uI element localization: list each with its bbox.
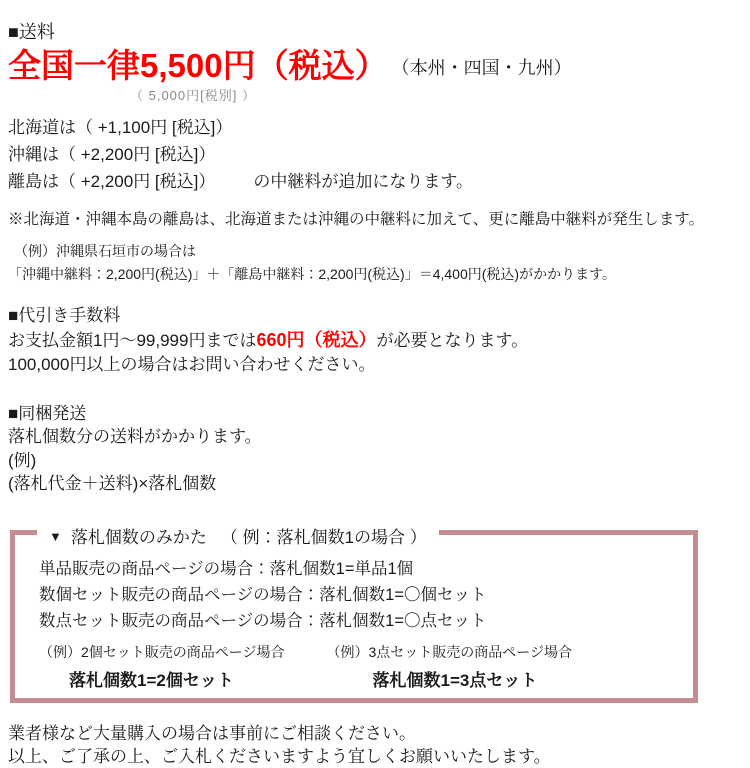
bundled-line2: (例) (8, 450, 37, 470)
main-price-line (8, 49, 742, 84)
count-example-1-value: 落札個数1=2個セット (69, 670, 234, 690)
surcharge-okinawa: 沖縄は（ +2,200円 [税込]） (8, 144, 216, 164)
price-note-tax-excluded: （ 5,000円[税別] ） (130, 87, 256, 103)
count-rule-piece-set: 数個セット販売の商品ページの場合：落札個数1=〇個セット (39, 585, 487, 604)
count-example-1-label: （例）2個セット販売の商品ページ場合 (39, 643, 285, 660)
footer-notes (8, 722, 742, 768)
cod-fee-line1 (8, 328, 742, 353)
surcharge-islands-line (8, 168, 742, 195)
island-note: ※北海道・沖縄本島の離島は、北海道または沖縄の中継料に加えて、更に離島中継料が発生します。 (8, 210, 704, 228)
count-example-2 (327, 643, 573, 691)
cod-fee-section (8, 304, 742, 377)
main-price: 全国一律5,500円（税込） (8, 47, 388, 84)
count-example-2-label: （例）3点セット販売の商品ページ場合 (326, 643, 573, 660)
cod-fee-line2: 100,000円以上の場合はお問い合わせください。 (8, 354, 376, 374)
cod-fee-suffix: が必要となります。 (376, 330, 529, 350)
bundled-line1: 落札個数分の送料がかかります。 (8, 427, 262, 447)
bundled-heading: ■同梱発送 (8, 403, 87, 423)
count-example-1 (39, 643, 285, 691)
box-title-example: （ 例：落札個数1の場合 ） (220, 527, 427, 547)
surcharge-list (8, 114, 742, 195)
bundled-shipping-section (8, 402, 742, 496)
count-rule-single: 単品販売の商品ページの場合：落札個数1=単品1個 (39, 559, 414, 578)
count-examples-row (39, 643, 693, 691)
surcharge-hokkaido: 北海道は（ +1,100円 [税込]） (8, 117, 233, 137)
surcharge-example-detail: 「沖縄中継料：2,200円(税込)」＋「離島中継料：2,200円(税込)」＝4,400円(税込)がかかります。 (8, 265, 616, 282)
main-price-region: （本州・四国・九州） (391, 57, 572, 78)
surcharge-islands: 離島は（ +2,200円 [税込]） (8, 171, 216, 191)
surcharge-example-intro: （例）沖縄県石垣市の場合は (14, 242, 196, 259)
count-example-2-value: 落札個数1=3点セット (372, 670, 538, 690)
count-rule-item-set: 数点セット販売の商品ページの場合：落札個数1=〇点セット (39, 611, 487, 630)
auction-count-box-title (37, 523, 439, 548)
cod-fee-prefix: お支払金額1円～99,999円までは (8, 330, 257, 350)
cod-fee-heading: ■代引き手数料 (8, 305, 121, 325)
shipping-heading: ■送料 (8, 22, 55, 42)
shipping-section (8, 22, 742, 283)
cod-fee-amount: 660円（税込） (256, 329, 377, 350)
footer-line2: 以上、ご了承の上、ご入札くださいますよう宜しくお願いいたします。 (8, 746, 551, 766)
footer-line1: 業者様など大量購入の場合は事前にご相談ください。 (8, 723, 416, 743)
count-rules (39, 556, 693, 634)
bundled-formula: (落札代金＋送料)×落札個数 (8, 474, 217, 494)
surcharge-suffix: の中継料が追加になります。 (253, 171, 474, 191)
down-triangle-icon: ▼ (49, 528, 62, 544)
auction-count-box (10, 527, 698, 703)
box-title-text: 落札個数のみかた (70, 527, 207, 547)
